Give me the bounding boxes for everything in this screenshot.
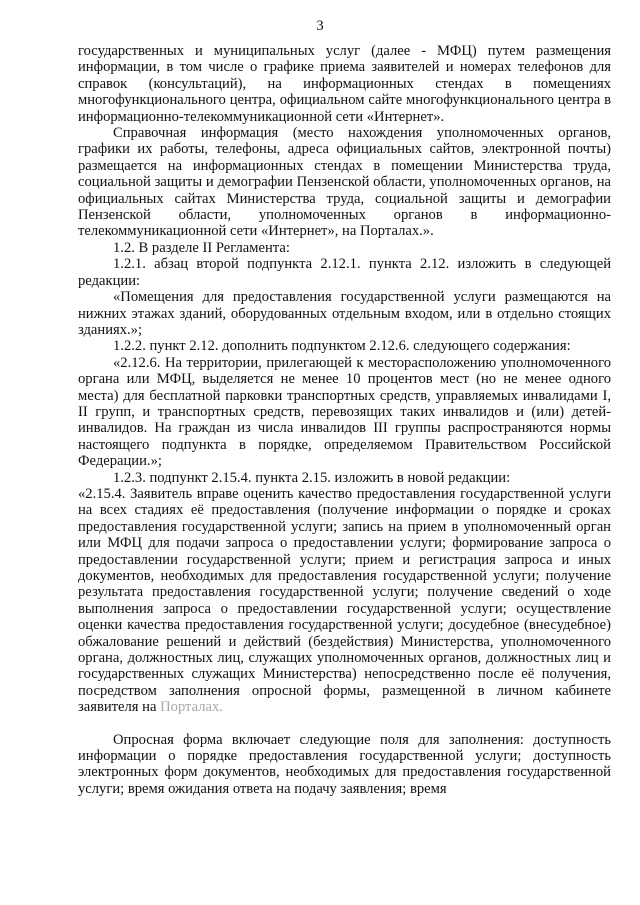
paragraph-survey-form [78,732,611,798]
paragraph-text: 1.2.3. подпункт 2.15.4. пункта 2.15. изложить в новой редакции: [113,469,511,486]
page-number: 3 [316,18,324,34]
paragraph-quality-assessment-quote [78,486,611,716]
faded-text: Порталах. [160,699,223,716]
document-body [78,43,611,797]
paragraph-item-1-2-3 [78,470,611,486]
paragraph-text: 1.2. В разделе II Регламента: [113,239,290,256]
paragraph-section-ii-heading [78,240,611,256]
paragraph-item-1-2-1 [78,256,611,289]
paragraph-premises-quote [78,289,611,338]
paragraph-text: Опросная форма включает следующие поля для заполнения: доступность информации о порядке предоставления государственной услуги; доступность электронных форм документов, необходимых для предоставления государственной услуги; время ожидания ответа на подачу заявления; время [78,731,611,797]
paragraph-text: государственных и муниципальных услуг (далее - МФЦ) путем размещения информации, в том числе о графике приема заявителей и номерах телефонов для справок (консультаций), на информационных стендах в помещениях многофункционального центра, официальном сайте многофункционального центра в информационно-телекоммуникационной сети «Интернет». [78,43,611,125]
paragraph-parking-quote [78,355,611,470]
paragraph-item-1-2-2 [78,338,611,354]
paragraph-text: «2.12.6. На территории, прилегающей к месторасположению уполномоченного органа или МФЦ, выделяется не менее 10 процентов мест (но не менее одного места) для бесплатной парковки транспортных средств, управляемых инвалидами I, II групп, и транспортных средств, перевозящих таких инвалидов и (или) детей-инвалидов. На граждан из числа инвалидов III группы распространяются нормы настоящего подпункта в порядке, определяемом Правительством Российской Федерации.»; [78,354,611,470]
paragraph-text: «2.15.4. Заявитель вправе оценить качество предоставления государственной услуги на всех стадиях её предоставления (получение информации о порядке и сроках предоставления государственной услуги; запись на прием в уполномоченный орган или МФЦ для подачи запроса о предоставлении услуги; формирование запроса о предоставлении государственной услуги; прием и регистрация запроса и иных документов, необходимых для предоставления государственной услуги; получение результата предоставления государственной услуги; получение сведений о ходе выполнения запроса о предоставлении государственной услуги; осуществление оценки качества предоставления государственной услуги; досудебное (внесудебное) обжалование решений и действий (бездействия) Министерства, уполномоченного органа, должностных лиц, служащих уполномоченных органов, должностных лиц и государственных служащих Министерства) непосредственно после её получения, посредством заполнения опросной формы, размещенной в личном кабинете заявителя на [78,485,611,716]
paragraph-text: 1.2.2. пункт 2.12. дополнить подпунктом 2.12.6. следующего содержания: [113,338,571,355]
paragraph-text: 1.2.1. абзац второй подпункта 2.12.1. пункта 2.12. изложить в следующей редакции: [78,256,611,289]
paragraph-reference-information [78,125,611,240]
paragraph-mfc-information [78,43,611,125]
paragraph-text: «Помещения для предоставления государственной услуги размещаются на нижних этажах зданий, оборудованных отдельным входом, или в отдельно стоящих зданиях.»; [78,289,611,338]
paragraph-text: Справочная информация (место нахождения уполномоченных органов, графики их работы, телефоны, адреса официальных сайтов, электронной почты) размещается на информационных стендах в помещении Министерства труда, социальной защиты и демографии Пензенской области, уполномоченных органов, на официальных сайтах Министерства труда, социальной защиты и демографии Пензенской области, уполномоченных органов в информационно-телекоммуникационной сети «Интернет», на Порталах.». [78,125,611,240]
